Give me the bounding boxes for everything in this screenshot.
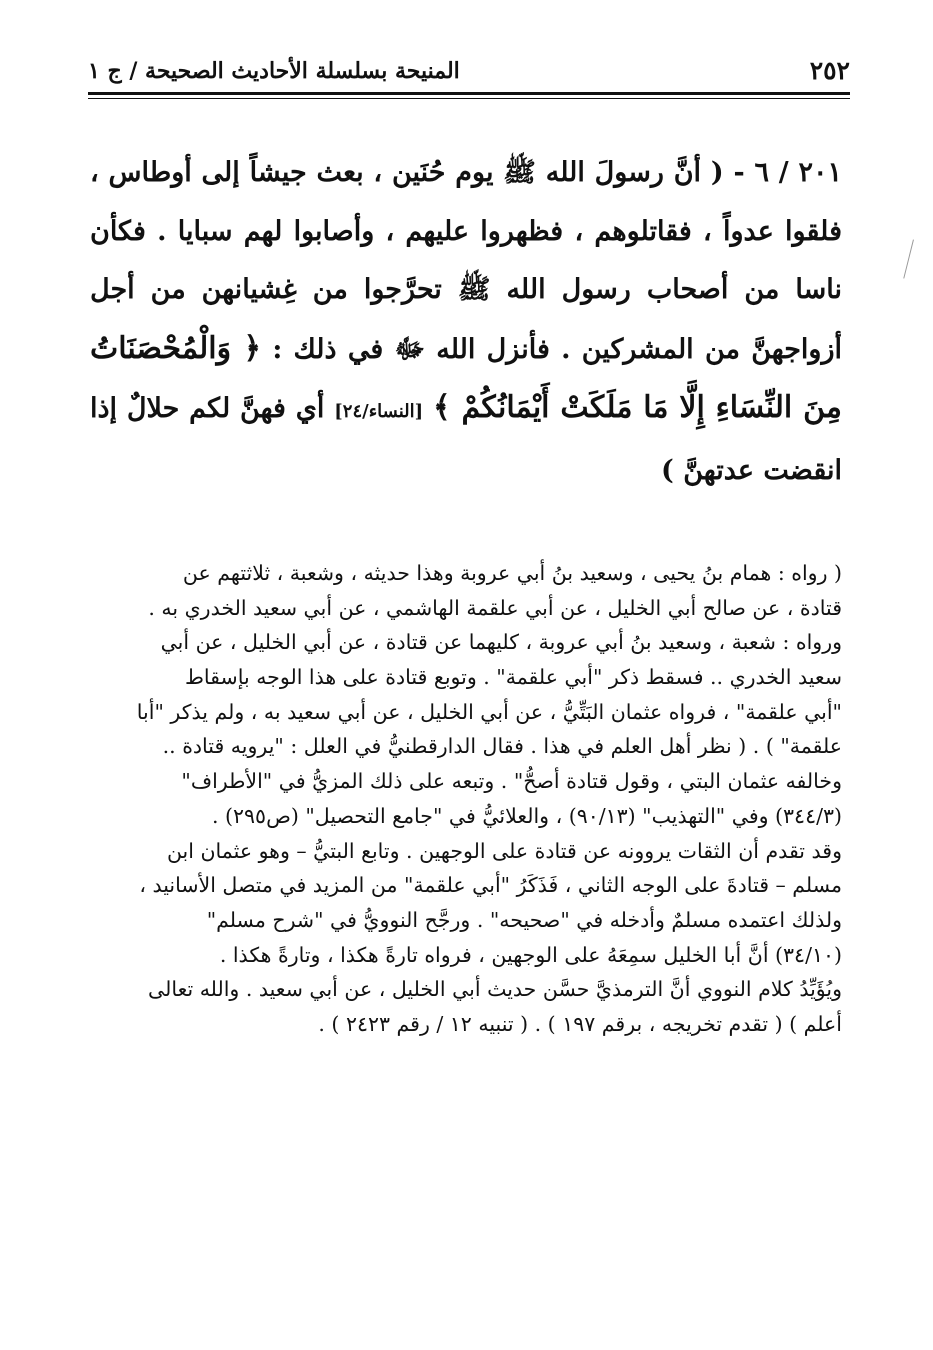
margin-mark xyxy=(903,240,921,281)
page-number: ٢٥٢ xyxy=(809,56,850,85)
takhrij-line: أعلم ) ( تقدم تخريجه ، برقم ١٩٧ ) . ( تنبيه ١٢ / رقم ٢٤٢٣ ) . xyxy=(318,1011,842,1036)
hadith-text xyxy=(90,144,842,500)
hadith-text-part2: أي فهنَّ لكم حلالٌ إذا انقضت عدتهنَّ ) xyxy=(90,393,842,486)
quran-reference: [النساء/٢٤] xyxy=(334,401,424,422)
takhrij-commentary xyxy=(78,556,842,1042)
takhrij-line: قتادة ، عن صالح أبي الخليل ، عن أبي علقمة الهاشمي ، عن أبي سعيد الخدري به . xyxy=(148,595,842,620)
takhrij-line: ويُؤَيِّدُ كلام النووي أنَّ الترمذيَّ حسَّن حديث أبي الخليل ، عن أبي سعيد . والله تعالى xyxy=(148,977,842,1002)
takhrij-line: مسلم – قتادةَ على الوجه الثاني ، فَذَكَرُ "أبي علقمة" من المزيد في متصل الأسانيد ، xyxy=(139,873,842,898)
takhrij-line: ورواه : شعبة ، وسعيد بنُ أبي عروبة ، كليهما عن قتادة ، عن أبي الخليل ، عن أبي xyxy=(160,630,842,655)
running-title: المنيحة بسلسلة الأحاديث الصحيحة / ج ١ xyxy=(88,58,460,84)
takhrij-line: وخالفه عثمان البتي ، وقول قتادة أصحُّ" . وتبعه على ذلك المزيُّ في "الأطراف" xyxy=(181,769,842,794)
takhrij-line: "أبي علقمة" ، فرواه عثمان البَتِّيُّ ، عن أبي الخليل ، عن أبي سعيد به ، ولم يذكر "أبا xyxy=(136,699,842,724)
takhrij-line: (٣٤٤/٣) وفي "التهذيب" (٩٠/١٣) ، والعلائيُّ في "جامع التحصيل" (ص٢٩٥) . xyxy=(211,803,842,828)
hadith-number: ٢٠١ / ٦ - xyxy=(733,157,843,188)
header-rule-thick xyxy=(88,92,850,95)
takhrij-line: سعيد الخدري .. فسقط ذكر "أبي علقمة" . وتوبع قتادة على هذا الوجه بإسقاط xyxy=(184,665,842,690)
takhrij-line: ولذلك اعتمده مسلمٌ وأدخله في "صحيحه" . ورجَّح النوويُّ في "شرح مسلم" xyxy=(206,907,842,932)
takhrij-line: (٣٤/١٠) أنَّ أبا الخليل سمِعَهُ على الوجهين ، فرواه تارةً هكذا ، وتارةً هكذا . xyxy=(219,942,842,967)
hadith-text-part1: ( أنَّ رسولَ الله ﷺ يوم حُنَين ، بعث جيشاً إلى أوطاس ، فلقوا عدواً ، فقاتلوهم ، فظهروا عليهم ، وأصابوا لهم سبايا . فكأن ناسا من أصحاب رسول الله ﷺ تحرَّجوا من غِشيانهن من أجل أزواجهنَّ من المشركين . فأنزل الله ﷻ في ذلك : xyxy=(90,157,843,365)
quran-verse: ﴿ وَالْمُحْصَنَاتُ مِنَ النِّسَاءِ إِلَّا مَا مَلَكَتْ أَيْمَانُكُمْ ﴾ xyxy=(90,330,843,425)
header-rule-thin xyxy=(88,98,850,99)
takhrij-line: ( رواه : همام بنُ يحيى ، وسعيد بنُ أبي عروبة وهذا حديثه ، وشعبة ، ثلاثتهم عن xyxy=(182,561,842,585)
page-header xyxy=(88,50,850,94)
takhrij-line: وقد تقدم أن الثقات يروونه عن قتادة على الوجهين . وتابع البتيُّ – وهو عثمان ابن xyxy=(166,838,842,863)
takhrij-line: علقمة" ) . ( نظر أهل العلم في هذا . فقال الدارقطنيُّ في العلل : "يرويه قتادة .. xyxy=(162,734,842,759)
